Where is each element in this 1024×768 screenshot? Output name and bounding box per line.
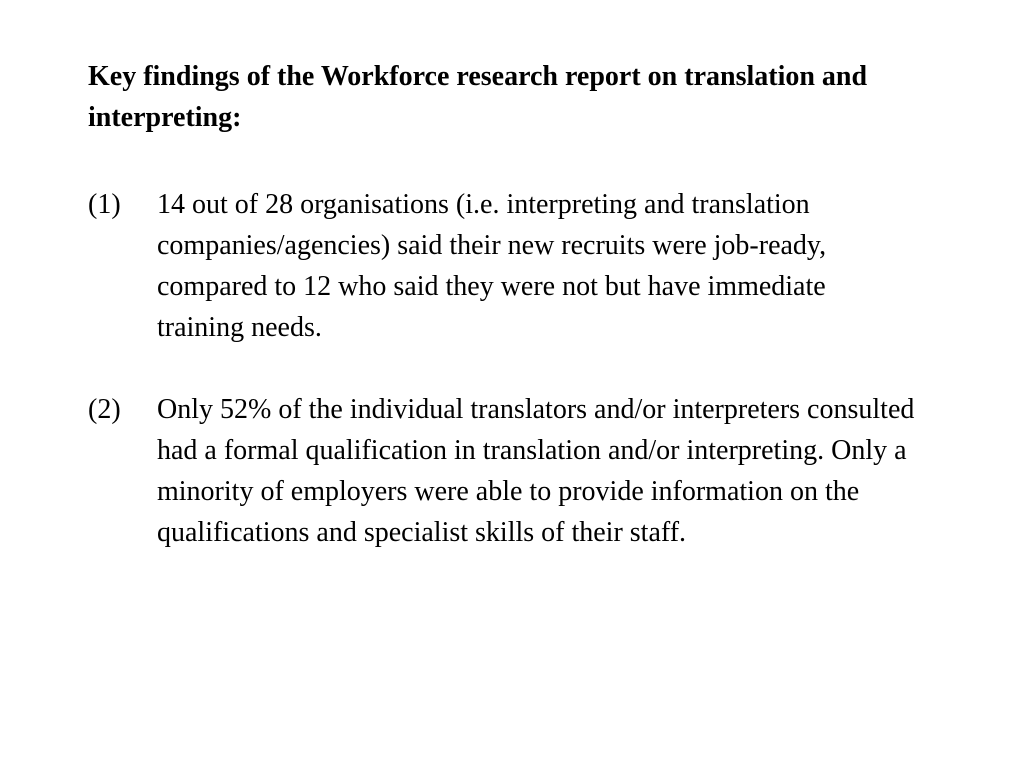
finding-item [88, 184, 948, 348]
finding-number: (2) [88, 394, 121, 425]
finding-item [88, 389, 948, 553]
finding-text: 14 out of 28 organisations (i.e. interpreting and translation companies/agencies) said their new recruits were job-ready, compared to 12 who said they were not but have immediate training needs. [157, 189, 827, 343]
findings-list [88, 184, 948, 594]
finding-text: Only 52% of the individual translators and/or interpreters consulted had a formal qualification in translation and/or interpreting. Only a minority of employers were able to provide information on the qualifications and specialist skills of their staff. [157, 394, 915, 548]
slide-title: Key findings of the Workforce research report on translation and interpreting: [88, 61, 868, 133]
finding-number: (1) [88, 189, 121, 220]
